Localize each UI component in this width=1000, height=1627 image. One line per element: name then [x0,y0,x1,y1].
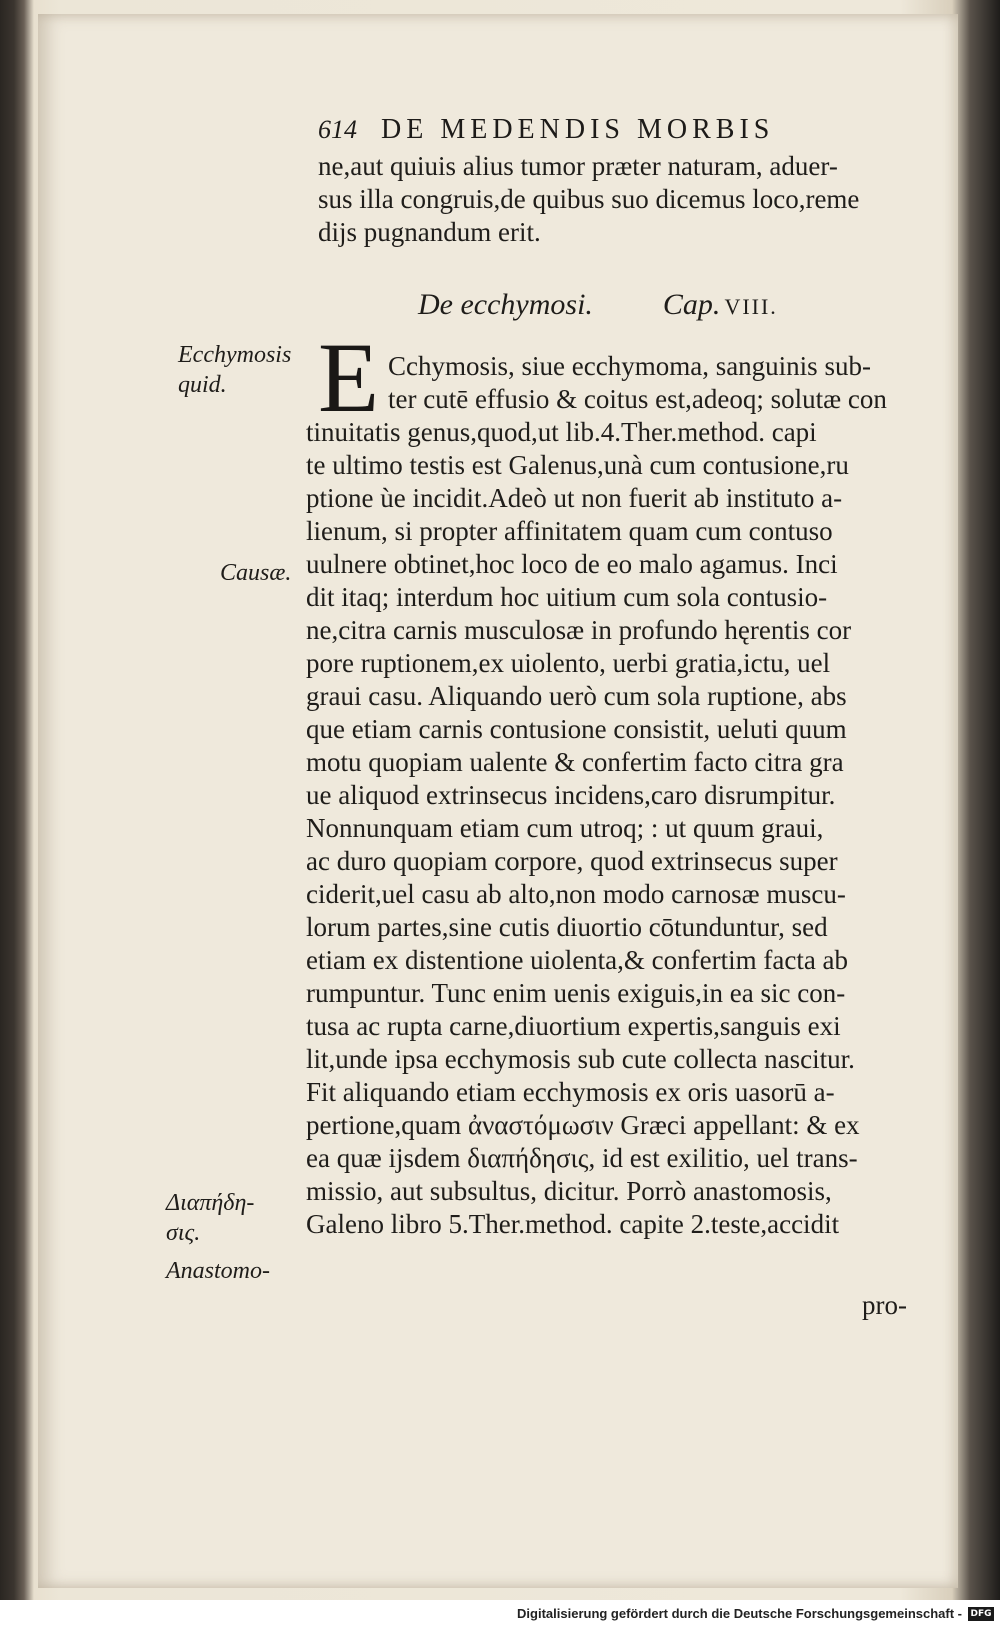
text-line: ne,aut quiuis alius tumor præter naturam, aduer- [318,151,838,181]
text-line: sus illa congruis,de quibus suo dicemus loco,reme [318,184,860,214]
margin-note-ecchymosis-quid [178,340,318,400]
text-line: rumpuntur. Tunc enim uenis exiguis,in ea sic con- [306,978,846,1008]
margin-note-line: quid. [178,372,227,398]
footer-text: Digitalisierung gefördert durch die Deutsche Forschungsgemeinschaft - [517,1606,962,1621]
text-line: Fit aliquando etiam ecchymosis ex oris uasorū a- [306,1077,835,1107]
margin-note-anastomosis: Anastomo- [166,1258,270,1284]
text-line: graui casu. Aliquando uerò cum sola ruptione, abs [306,681,847,711]
text-line: motu quopiam ualente & confertim facto citra gra [306,747,844,777]
text-line: ptione ùe incidit.Adeò ut non fuerit ab instituto a- [306,483,843,513]
text-line: lienum, si propter affinitatem quam cum contuso [306,516,833,546]
paragraph-body [306,416,946,1241]
text-line: uulnere obtinet,hoc loco de eo malo agamus. Inci [306,549,838,579]
text-line: dijs pugnandum erit. [318,217,541,247]
paragraph-first-lines [388,350,948,416]
text-line: pertione,quam ἀναστόμωσιν Græci appellant: & ex [306,1110,860,1140]
text-line: que etiam carnis contusione consistit, ueluti quum [306,714,847,744]
chapter-heading [418,288,858,328]
chapter-title: De ecchymosi. [418,288,593,321]
text-line: ciderit,uel casu ab alto,non modo carnosæ muscu- [306,879,846,909]
margin-note-line: σις. [166,1220,201,1246]
top-text-block [318,150,918,249]
text-line: te ultimo testis est Galenus,unà cum contusione,ru [306,450,849,480]
initial-letter: E [318,322,380,433]
text-line: missio, aut subsultus, dicitur. Porrò anastomosis, [306,1176,832,1206]
margin-note-causae: Causæ. [220,560,292,586]
margin-note-diapedesis [166,1188,306,1248]
chapter-cap-label: Cap. [662,288,721,321]
catchword: pro- [862,1290,907,1320]
chapter-number: VIII. [724,294,778,319]
text-line: dit itaq; interdum hoc uitium cum sola contusio- [306,582,828,612]
margin-note-line: Διαπήδη- [166,1190,255,1216]
text-line: tinuitatis genus,quod,ut lib.4.Ther.method. capi [306,417,817,447]
text-line: Nonnunquam etiam cum utroq; : ut quum graui, [306,813,824,843]
text-line: Cchymosis, siue ecchymoma, sanguinis sub- [388,351,871,381]
text-line: lorum partes,sine cutis diuortio cōtunduntur, sed [306,912,828,942]
running-title: DE MEDENDIS MORBIS [381,114,775,145]
text-line: tusa ac rupta carne,diuortium expertis,sanguis exi [306,1011,841,1041]
text-line: etiam ex distentione uiolenta,& confertim facta ab [306,945,849,975]
text-line: lit,unde ipsa ecchymosis sub cute collecta nascitur. [306,1044,855,1074]
margin-note-line: Ecchymosis [178,342,292,368]
text-line: pore ruptionem,ex uiolento, uerbi gratia,ictu, uel [306,648,831,678]
dfg-logo: DFG [968,1607,994,1621]
text-line: ter cutē effusio & coitus est,adeoq; solutæ con [388,384,887,414]
text-line: ue aliquod extrinsecus incidens,caro disrumpitur. [306,780,836,810]
digitization-footer [0,1600,1000,1627]
text-line: ne,citra carnis musculosæ in profundo hęrentis cor [306,615,852,645]
page-number: 614 [318,115,357,144]
text-line: ea quæ ijsdem διαπήδησις, id est exilitio, uel trans- [306,1143,858,1173]
text-line: Galeno libro 5.Ther.method. capite 2.teste,accidit [306,1209,840,1239]
page-header [318,114,878,150]
text-line: ac duro quopiam corpore, quod extrinsecus super [306,846,838,876]
